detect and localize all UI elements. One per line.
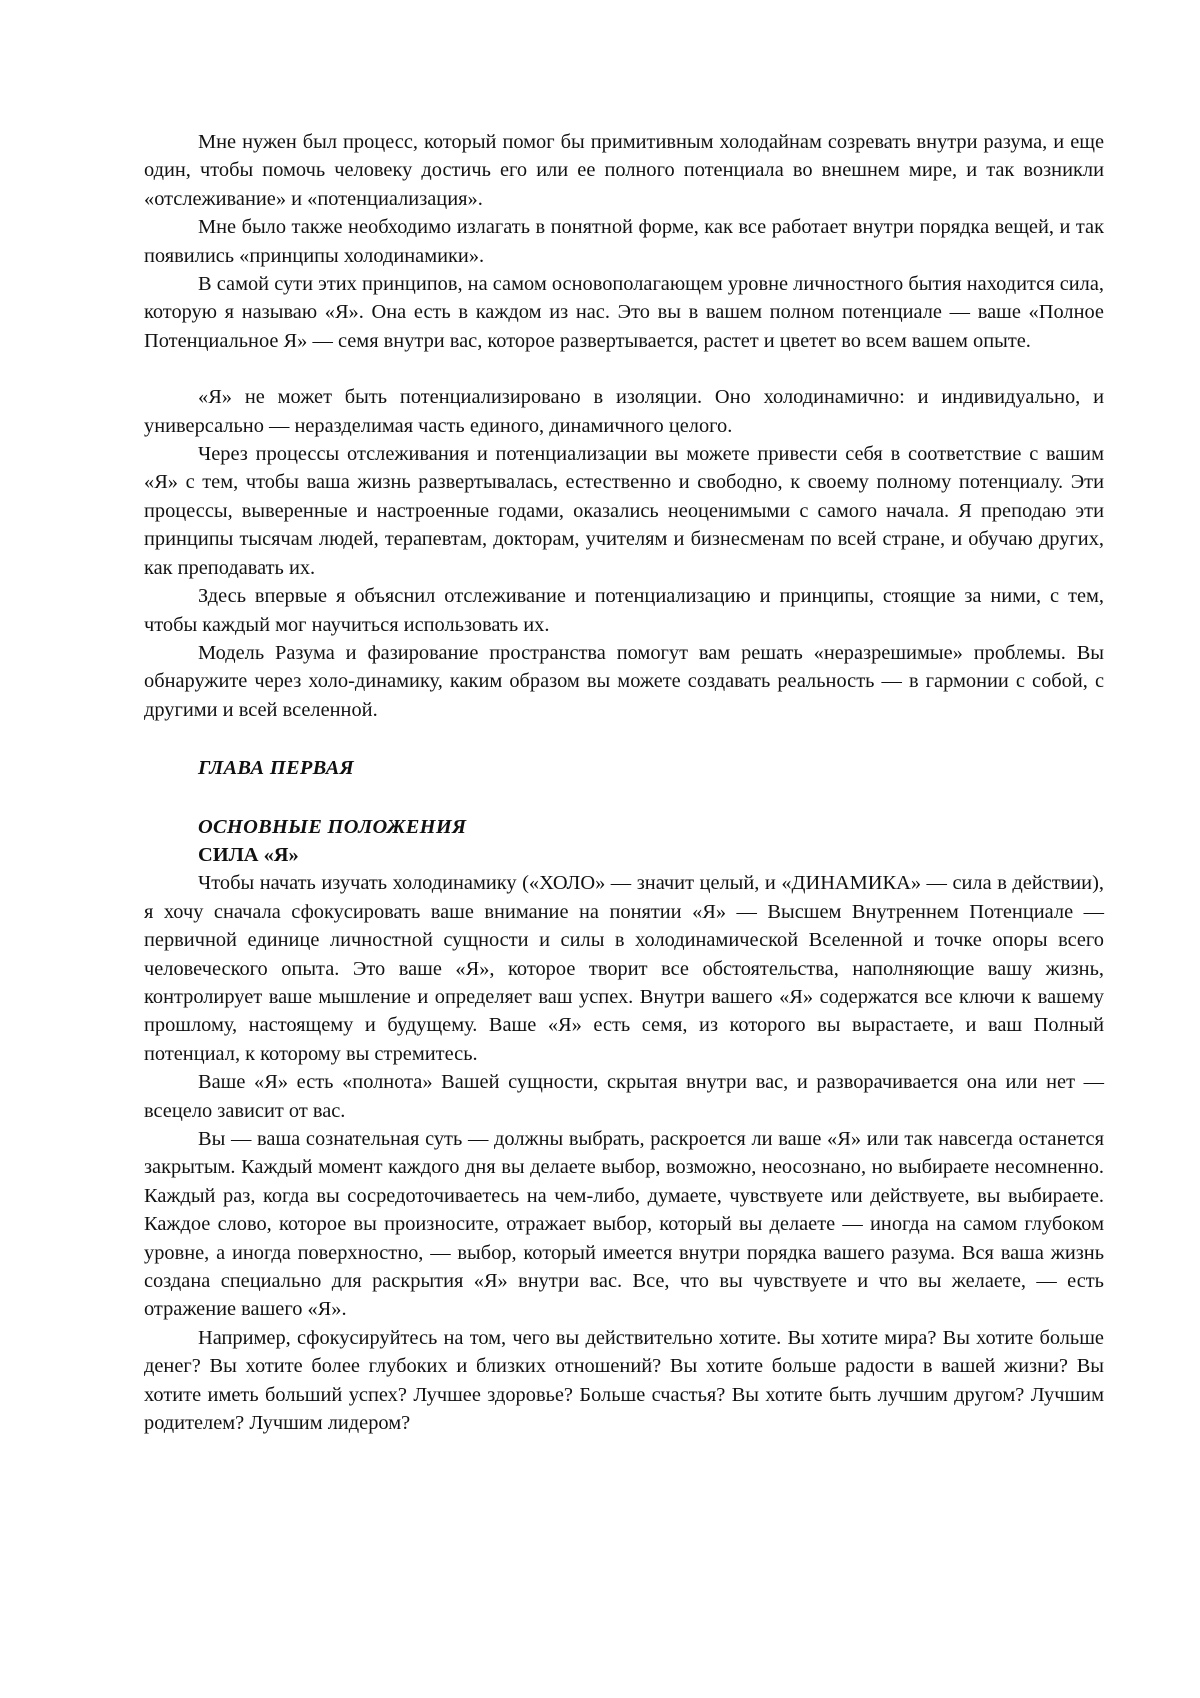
paragraph: Модель Разума и фазирование пространства помогут вам решать «неразрешимые» проблемы. Вы обнаружите через холо-динамику, каким образом вы можете создавать реальность — в гармонии с собой, с другими и всей вселенной. bbox=[144, 641, 1104, 721]
paragraph: Чтобы начать изучать холодинамику («ХОЛО» — значит целый, и «ДИНАМИКА» — сила в действии), я хочу сначала сфокусировать ваше внимание на понятии «Я» — Высшем Внутреннем Потенциале — первичной единице личностной сущности и силы в холодинамической Вселенной и точке опоры всего человеческого опыта. Это ваше «Я», которое творит все обстоятельства, наполняющие вашу жизнь, контролирует ваше мышление и определяет ваш успех. Внутри вашего «Я» содержатся все ключи к вашему прошлому, настоящему и будущему. Ваше «Я» есть семя, из которого вы вырастаете, и ваш Полный потенциал, к которому вы стремитесь. bbox=[144, 872, 1104, 1065]
paragraph-gap bbox=[144, 355, 1104, 383]
paragraph: В самой сути этих принципов, на самом основополагающем уровне личностного бытия находится сила, которую я называю «Я». Она есть в каждом из нас. Это вы в вашем полном потенциале — ваше «Полное Потенциальное Я» — семя внутри вас, которое развертывается, растет и цветет во всем вашем опыте. bbox=[144, 273, 1104, 352]
chapter-heading: ГЛАВА ПЕРВАЯ bbox=[198, 757, 355, 780]
paragraph: Например, сфокусируйтесь на том, чего вы действительно хотите. Вы хотите мира? Вы хотите больше денег? Вы хотите более глубоких и близких отношений? Вы хотите больше радости в вашей жизни? Вы хотите иметь больший успех? Лучшее здоровье? Больше счастья? Вы хотите быть лучшим другом? Лучшим родителем? Лучшим лидером? bbox=[144, 1326, 1104, 1435]
paragraph: Вы — ваша сознательная суть — должны выбрать, раскроется ли ваше «Я» или так навсегда останется закрытым. Каждый момент каждого дня вы делаете выбор, возможно, неосознано, но выбираете несомненно. Каждый раз, когда вы сосредоточиваетесь на чем-либо, думаете, чувствуете или действуете, вы выбираете. Каждое слово, которое вы произносите, отражает выбор, который вы делаете — иногда на самом глубоком уровне, а иногда поверхностно, — выбор, который имеется внутри порядка вашего разума. Вся ваша жизнь создана специально для раскрытия «Я» внутри вас. Все, что вы чувствуете и что вы желаете, — есть отражение вашего «Я». bbox=[144, 1128, 1104, 1321]
paragraph: «Я» не может быть потенциализировано в изоляции. Оно холодинамично: и индивидуально, и универсально — неразделимая часть единого, динамичного целого. bbox=[144, 386, 1104, 437]
paragraph: Мне нужен был процесс, который помог бы примитивным холодайнам созревать внутри разума, и еще один, чтобы помочь человеку достичь его или ее полного потенциала во внешнем мире, и так возникли «отслеживание» и «потенциализация». bbox=[144, 131, 1104, 210]
paragraph: Ваше «Я» есть «полнота» Вашей сущности, скрытая внутри вас, и разворачивается она или нет — всецело зависит от вас. bbox=[144, 1071, 1104, 1122]
document-page bbox=[144, 128, 1104, 1437]
paragraph: Мне было также необходимо излагать в понятной форме, как все работает внутри порядка вещей, и так появились «принципы холодинамики». bbox=[144, 216, 1104, 267]
subsection-heading: СИЛА «Я» bbox=[198, 843, 299, 866]
section-heading: ОСНОВНЫЕ ПОЛОЖЕНИЯ bbox=[198, 815, 467, 838]
paragraph: Здесь впервые я объяснил отслеживание и потенциализацию и принципы, стоящие за ними, с тем, чтобы каждый мог научиться использовать их. bbox=[144, 585, 1104, 636]
paragraph: Через процессы отслеживания и потенциализации вы можете привести себя в соответствие с вашим «Я» с тем, чтобы ваша жизнь развертывалась, естественно и свободно, к своему полному потенциалу. Эти процессы, выверенные и настроенные годами, оказались неоценимыми с самого начала. Я преподаю эти принципы тысячам людей, терапевтам, докторам, учителям и бизнесменам по всей стране, и обучаю других, как преподавать их. bbox=[144, 443, 1104, 579]
